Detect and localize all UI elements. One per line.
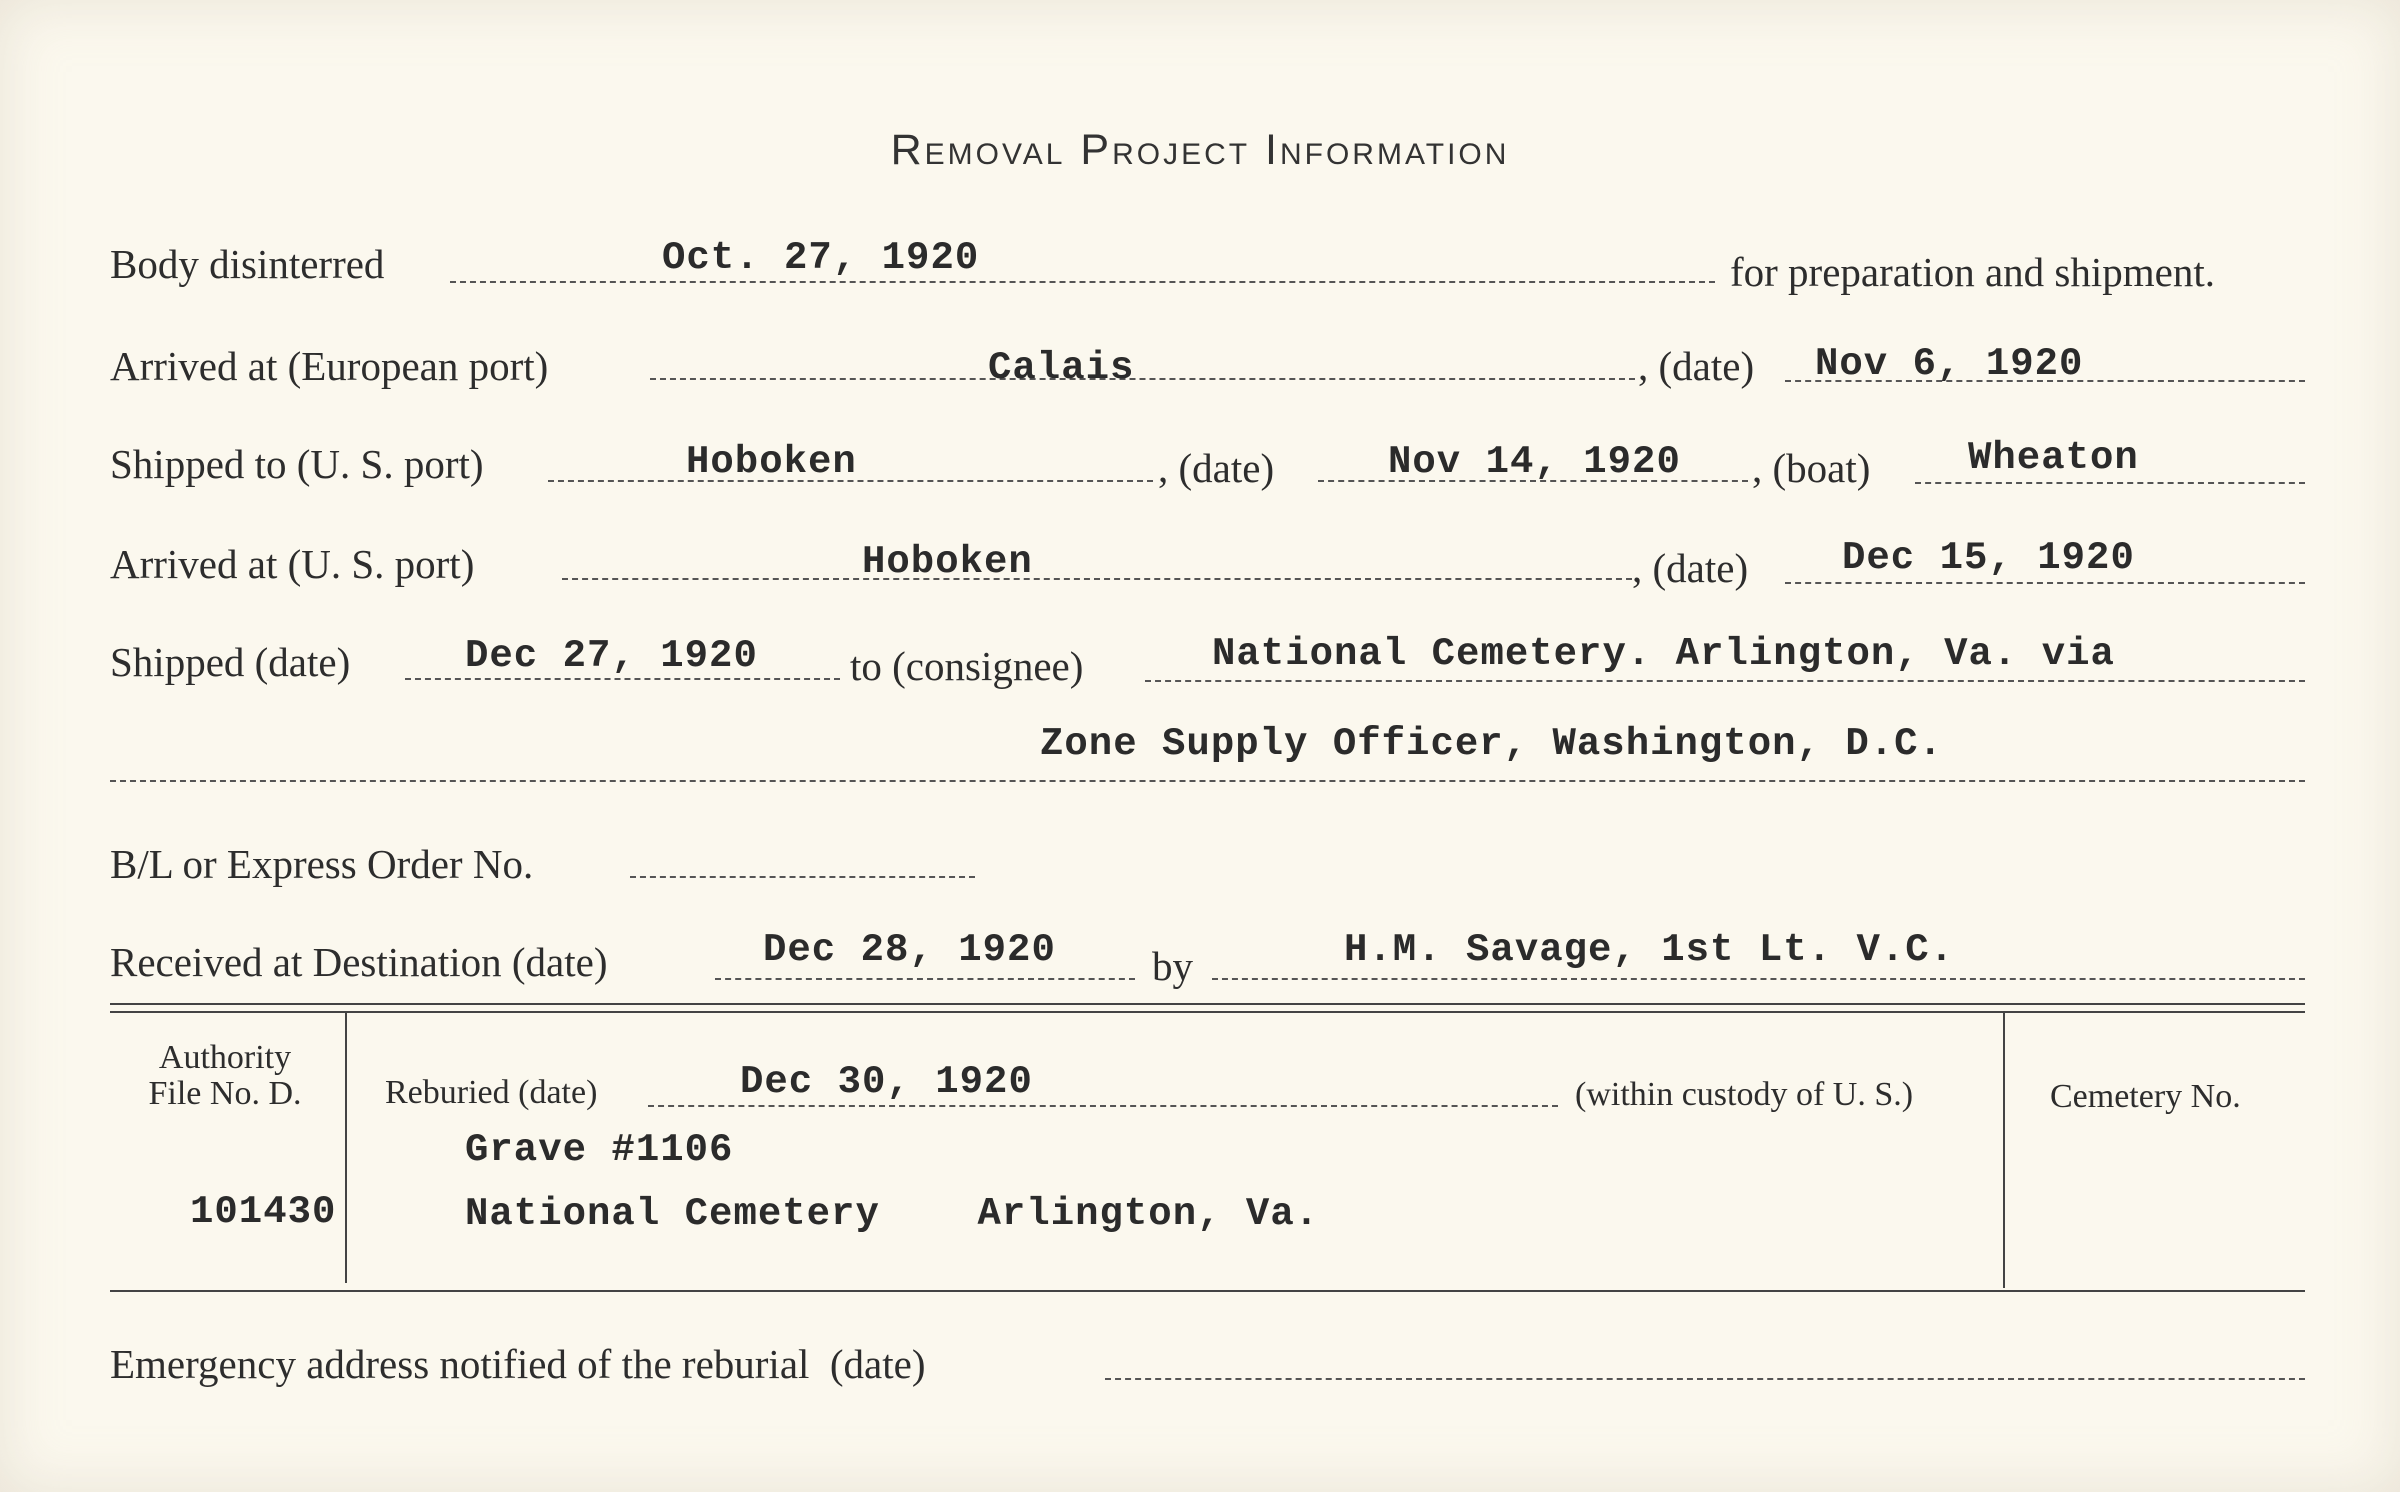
vertical-divider-left [345,1013,347,1283]
line-consignee-2 [110,780,2305,782]
value-disinterred-date: Oct. 27, 1920 [662,236,980,280]
value-burial-place: National Cemetery Arlington, Va. [465,1192,1320,1236]
value-european-date: Nov 6, 1920 [1815,342,2084,386]
line-reburied [648,1105,1558,1107]
label-emergency: Emergency address notified of the reburial (date) [110,1341,926,1387]
value-shipped-us-date: Nov 14, 1920 [1388,440,1681,484]
value-grave: Grave #1106 [465,1128,734,1172]
label-date-shipped-us: , (date) [1158,445,1275,491]
label-date-arrived-us: , (date) [1632,545,1749,591]
line-disinterred [450,281,1715,283]
line-arrived-us-date [1785,582,2305,584]
label-shipped-us: Shipped to (U. S. port) [110,441,484,487]
label-shipped-date: Shipped (date) [110,639,351,685]
label-received-destination: Received at Destination (date) [110,939,608,985]
label-cemetery-no: Cemetery No. [2050,1078,2241,1115]
label-bl-express: B/L or Express Order No. [110,841,534,887]
line-bl-express [630,876,975,878]
line-shipped-date [405,678,840,680]
label-reburied: Reburied (date) [385,1074,598,1111]
label-for-preparation: for preparation and shipment. [1730,249,2216,295]
value-european-port: Calais [988,346,1135,390]
line-received-date [715,978,1135,980]
value-received-date: Dec 28, 1920 [763,928,1056,972]
value-reburied-date: Dec 30, 1920 [740,1060,1033,1104]
label-to-consignee: to (consignee) [850,643,1084,689]
box-bottom-rule [110,1290,2305,1292]
label-authority-file: Authority File No. D. [148,1039,302,1112]
label-arrived-us: Arrived at (U. S. port) [110,541,475,587]
label-arrived-european: Arrived at (European port) [110,343,549,389]
vertical-divider-right [2003,1013,2005,1288]
label-boat: , (boat) [1752,445,1871,491]
value-us-port-shipped: Hoboken [686,440,857,484]
value-file-no: 101430 [190,1190,337,1234]
label-by: by [1152,943,1193,989]
double-rule-top [110,1003,2305,1005]
label-body-disinterred: Body disinterred [110,241,385,287]
line-received-by [1212,978,2305,980]
value-boat: Wheaton [1968,436,2139,480]
line-european-port [650,378,1635,380]
value-us-port-arrived: Hoboken [862,540,1033,584]
line-us-port-arrived [562,578,1632,580]
value-consignee-line1: National Cemetery. Arlington, Va. via [1212,632,2115,676]
value-consignee-line2: Zone Supply Officer, Washington, D.C. [1040,722,1943,766]
label-date-european: , (date) [1638,343,1755,389]
value-received-by: H.M. Savage, 1st Lt. V.C. [1344,928,1955,972]
line-consignee-1 [1145,680,2305,682]
line-boat [1915,482,2305,484]
double-rule-bottom [110,1011,2305,1013]
value-arrived-us-date: Dec 15, 1920 [1842,536,2135,580]
line-emergency [1105,1378,2305,1380]
page-title: Removal Project Information [890,126,1510,174]
label-custody: (within custody of U. S.) [1575,1076,1914,1113]
value-shipped-date: Dec 27, 1920 [465,634,758,678]
